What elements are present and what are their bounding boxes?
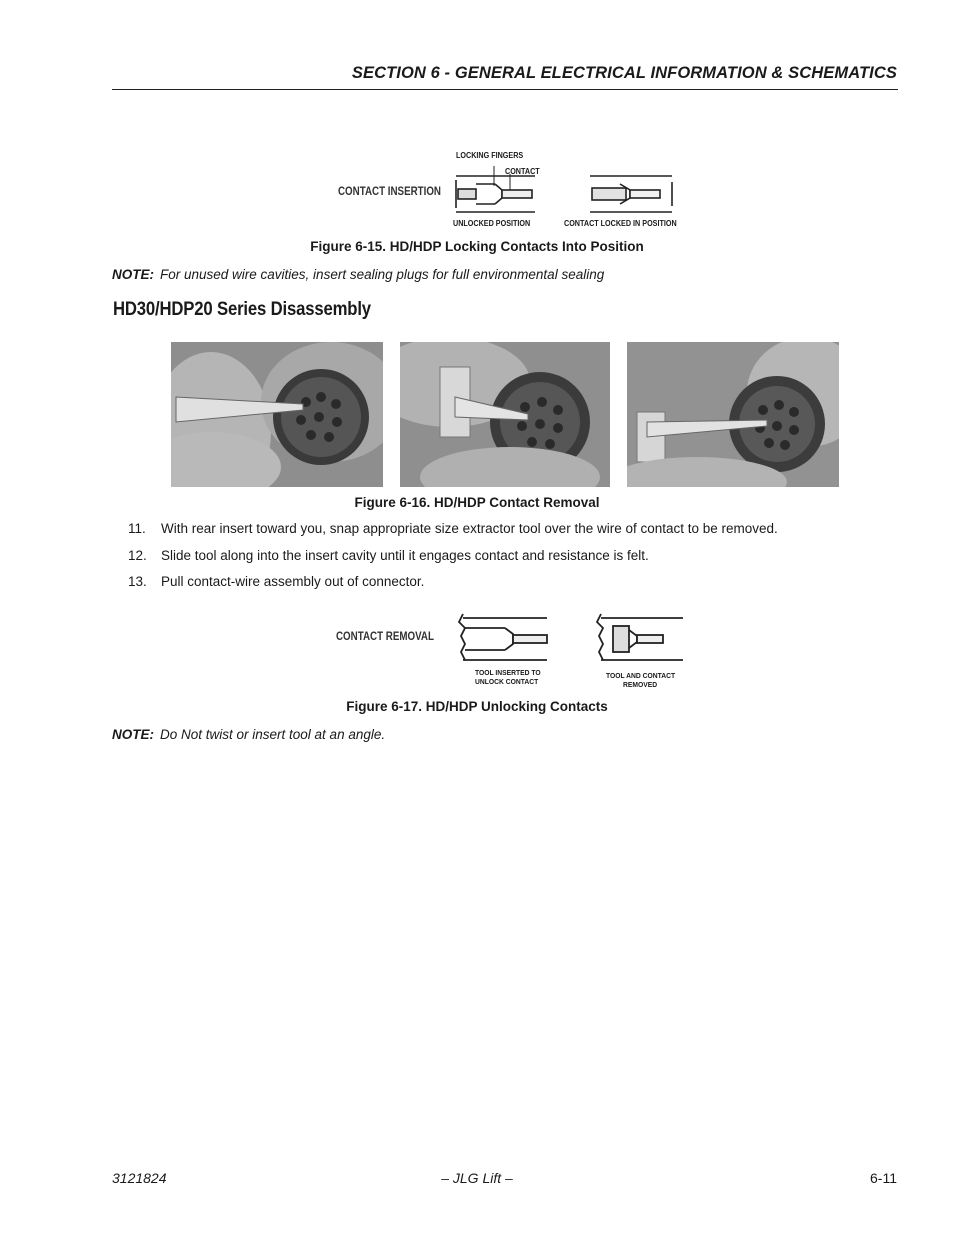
fig17-removal-diagram [455,612,690,668]
fig17-tool-removed-label-line1: TOOL AND CONTACT [606,671,676,680]
step-number: 12. [128,548,147,563]
step-13 [128,574,908,589]
step-text: With rear insert toward you, snap appropriate size extractor tool over the wire of contact to be removed. [161,521,778,536]
fig15-unlocked-drawing [456,166,535,212]
step-text: Slide tool along into the insert cavity until it engages contact and resistance is felt. [161,548,649,563]
step-11 [128,521,908,536]
fig15-locked-drawing [590,176,672,212]
fig17-caption: Figure 6-17. HD/HDP Unlocking Contacts [346,699,608,714]
section-title: SECTION 6 - GENERAL ELECTRICAL INFORMATION & SCHEMATICS [351,64,897,82]
fig15-locking-fingers-label: LOCKING FINGERS [456,151,524,160]
fig15-contact-label: CONTACT [505,167,540,176]
step-12 [128,548,908,563]
note-text: For unused wire cavities, insert sealing plugs for full environmental sealing [160,267,605,282]
contact-removal-photo-1 [171,342,383,487]
fig16-caption: Figure 6-16. HD/HDP Contact Removal [354,495,600,510]
fig15-caption: Figure 6-15. HD/HDP Locking Contacts Into Position [310,239,644,254]
fig17-tool-removed-drawing [597,614,683,660]
contact-removal-photo-2 [400,342,610,487]
fig15-contact-diagram [450,158,690,218]
fig15-locked-label: CONTACT LOCKED IN POSITION [564,219,677,228]
footer-doc-number: 3121824 [112,1170,167,1186]
fig17-tool-inserted-label-line2: UNLOCK CONTACT [475,677,539,686]
step-text: Pull contact-wire assembly out of connector. [161,574,425,589]
fig17-tool-inserted-label-line1: TOOL INSERTED TO [475,668,541,677]
fig17-contact-removal-label: CONTACT REMOVAL [336,631,434,643]
note-prefix: NOTE: [112,267,154,282]
note-do-not-twist [112,727,385,742]
footer-center: – JLG Lift – [441,1170,513,1186]
fig17-tool-inserted-drawing [459,614,547,660]
note-text: Do Not twist or insert tool at an angle. [160,727,386,742]
note-prefix: NOTE: [112,727,154,742]
fig15-unlocked-label: UNLOCKED POSITION [453,219,531,228]
step-number: 11. [128,521,146,536]
note-sealing-plugs [112,267,604,282]
footer-page-number: 6-11 [870,1170,897,1186]
fig17-tool-removed-label-line2: REMOVED [623,680,658,689]
header-rule [112,89,898,90]
step-number: 13. [128,574,147,589]
contact-removal-photo-3 [627,342,839,487]
fig15-contact-insertion-label: CONTACT INSERTION [338,186,441,198]
section-heading: HD30/HDP20 Series Disassembly [113,299,371,320]
